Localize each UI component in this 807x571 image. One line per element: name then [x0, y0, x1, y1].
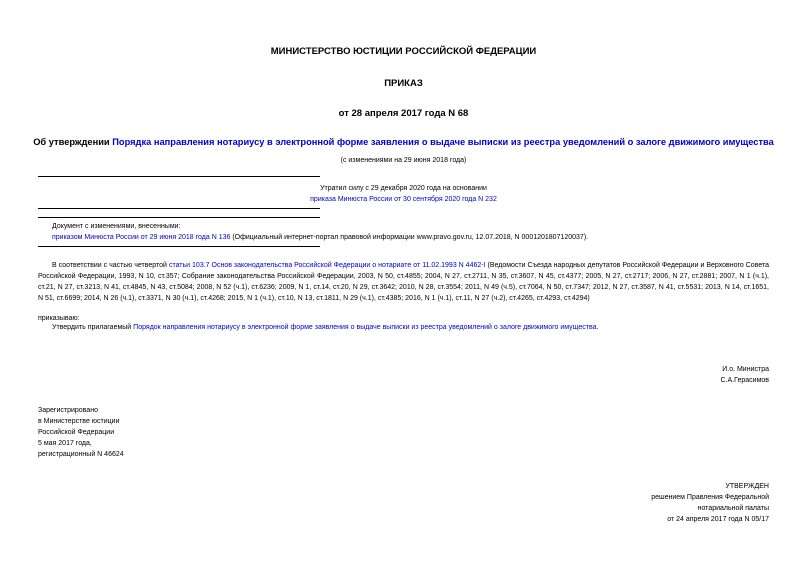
approved-line: нотариальной палаты	[697, 505, 769, 512]
changes-doc-link[interactable]: приказом Минюста России от 29 июня 2018 года N 136	[52, 234, 231, 241]
registration-line: 5 мая 2017 года,	[38, 440, 92, 447]
registration-line: регистрационный N 46624	[38, 451, 124, 458]
order-text-end: .	[596, 324, 599, 331]
approved-line: УТВЕРЖДЕН	[725, 483, 769, 490]
document-title	[20, 137, 787, 147]
registration-line: в Министерстве юстиции	[38, 418, 120, 425]
basis-link[interactable]: приказа Минюста России от 30 сентября 2020 года N 232	[310, 196, 497, 203]
preamble-text-start: В соответствии с частью четвертой	[52, 262, 169, 269]
order-text-start: Утвердить прилагаемый	[52, 324, 134, 331]
registration-line: Зарегистрировано	[38, 407, 98, 414]
divider-2	[38, 208, 320, 209]
preamble-paragraph	[38, 260, 769, 304]
divider-4	[38, 246, 320, 247]
order-procedure-link[interactable]: Порядок направления нотариусу в электронной форме заявления о выдаче выписки из реестра уведомлений о залоге движимого имущества	[133, 324, 597, 331]
changes-doc-block	[52, 221, 772, 243]
registration-block	[38, 405, 124, 460]
doc-type-heading: ПРИКАЗ	[384, 78, 423, 89]
approved-line: от 24 апреля 2017 года N 05/17	[667, 516, 769, 523]
divider-1	[38, 176, 320, 177]
approved-block	[651, 481, 769, 525]
order-paragraph	[52, 322, 782, 333]
changes-doc-source: (Официальный интернет-портал правовой информации www.pravo.gov.ru, 12.07.2018, N 0001201807120037).	[230, 234, 589, 241]
ministry-heading: МИНИСТЕРСТВО ЮСТИЦИИ РОССИЙСКОЙ ФЕДЕРАЦИИ	[270, 46, 537, 57]
signature-block	[721, 364, 769, 386]
doc-date-number: от 28 апреля 2017 года N 68	[338, 108, 469, 119]
signature-name: С.А.Герасимов	[720, 377, 769, 384]
preamble-text-end: (Ведомости Съезда народных депутатов Российской Федерации и Верховного Совета Российской Федерации, 1993, N 10, ст.357; Собрание законодательства Российской Федерации, 2003, N 50, ст.4855; 2004, N 27, ст.2711, N 35, ст.3607, N 45, ст.4377; 2005, N 27, ст.2717; 2006, N 27, ст.2881; 2007, N 1 (ч.1), ст.21, N 27, ст.3213, N 41, ст.4845, N 43, ст.5084; 2008, N 52 (ч.1), ст.6236; 2009, N 1, ст.14, ст.20, N 29, ст.3642; 2010, N 28, ст.3554; 2011, N 49 (ч.5), ст.7064, N 50, ст.7347; 2012, N 27, ст.3587, N 41, ст.5531; 2013, N 14, ст.1651, N 51, ст.6699; 2014, N 26 (ч.1), ст.3371, N 30 (ч.1), ст.4268; 2015, N 1 (ч.1), ст.10, N 13, ст.1811, N 29 (ч.1), ст.4385; 2016, N 1 (ч.1), ст.11, N 27 (ч.2), ст.4265, ст.4293, ст.4294)	[38, 262, 770, 302]
approved-line: решением Правления Федеральной	[651, 494, 769, 501]
title-link[interactable]: Порядка направления нотариусу в электронной форме заявления о выдаче выписки из реестра уведомлений о залоге движимого имущества	[112, 137, 774, 147]
status-block	[230, 183, 577, 205]
changes-note: (с изменениями на 29 июня 2018 года)	[340, 157, 467, 164]
registration-line: Российской Федерации	[38, 429, 115, 436]
lost-force-text: Утратил силу с 29 декабря 2020 года на основании	[320, 185, 487, 192]
order-label: приказываю:	[38, 315, 80, 322]
preamble-law-link[interactable]: статьи 103.7 Основ законодательства Российской Федерации о нотариате от 11.02.1993 N 4462-I	[168, 262, 486, 269]
title-prefix: Об утверждении	[33, 137, 113, 147]
changes-doc-label: Документ с изменениями, внесенными:	[52, 223, 181, 230]
divider-3	[38, 217, 320, 218]
signature-position: И.о. Министра	[722, 366, 769, 373]
